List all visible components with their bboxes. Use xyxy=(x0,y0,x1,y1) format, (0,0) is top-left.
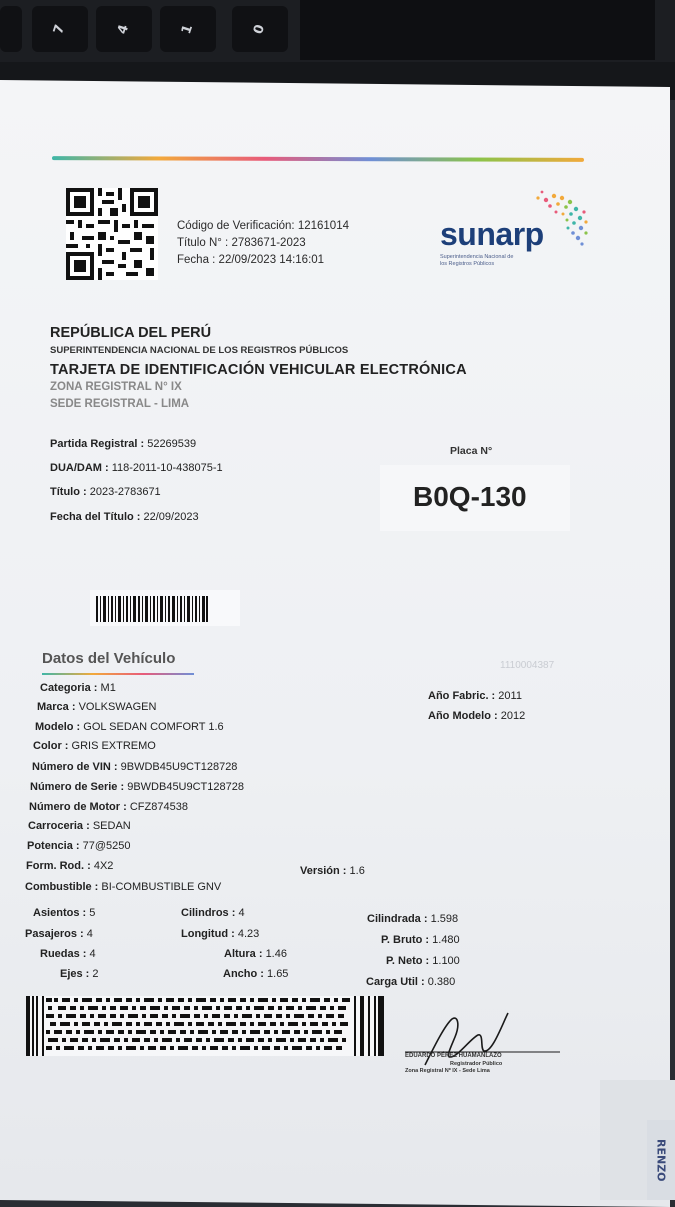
potencia-row xyxy=(27,840,131,852)
modelo-value: GOL SEDAN COMFORT 1.6 xyxy=(83,721,224,733)
ano-fabric-label: Año Fabric. : xyxy=(428,690,496,702)
carroceria-label: Carroceria : xyxy=(28,820,90,832)
titulo-value: 2023-2783671 xyxy=(89,486,161,498)
color-row xyxy=(33,740,156,752)
serie-row xyxy=(30,781,244,793)
ano-modelo-label: Año Modelo : xyxy=(428,710,498,722)
peso-bruto-row xyxy=(381,934,460,946)
pasajeros-value: 4 xyxy=(86,928,93,940)
asientos-value: 5 xyxy=(89,907,96,919)
carroceria-row xyxy=(28,820,131,832)
peso-bruto-label: P. Bruto : xyxy=(381,934,430,946)
ruedas-label: Ruedas : xyxy=(40,948,87,960)
ancho-label: Ancho : xyxy=(223,968,264,980)
version-label: Versión : xyxy=(300,865,347,877)
verification-block xyxy=(177,218,349,269)
peso-neto-row xyxy=(386,955,460,967)
vin-row xyxy=(32,761,237,773)
cilindros-label: Cilindros : xyxy=(181,907,236,919)
cilindros-value: 4 xyxy=(238,907,245,919)
modelo-row xyxy=(35,721,224,733)
potencia-value: 77@5250 xyxy=(82,840,131,852)
ano-modelo-row xyxy=(428,710,525,722)
fecha-titulo-row xyxy=(50,511,199,523)
altura-label: Altura : xyxy=(224,948,263,960)
ano-modelo-value: 2012 xyxy=(500,710,526,722)
pdf417-barcode-icon xyxy=(26,996,384,1056)
ejes-row xyxy=(60,968,99,980)
republica-heading: REPÚBLICA DEL PERÚ xyxy=(50,325,212,341)
peso-neto-value: 1.100 xyxy=(432,955,460,967)
faint-document-id: 1110004387 xyxy=(500,660,555,671)
version-value: 1.6 xyxy=(349,865,365,877)
pasajeros-row xyxy=(25,928,93,940)
altura-row xyxy=(224,948,287,960)
ruedas-value: 4 xyxy=(89,948,96,960)
vin-label: Número de VIN : xyxy=(32,761,118,773)
edge-badge: RENZO xyxy=(647,1120,675,1200)
partida-registral-row xyxy=(50,438,196,450)
dua-dam-label: DUA/DAM : xyxy=(50,462,109,474)
titulo-row xyxy=(50,486,161,498)
fecha-titulo-value: 22/09/2023 xyxy=(143,511,199,523)
combustible-row xyxy=(25,881,221,893)
ejes-label: Ejes : xyxy=(60,968,90,980)
marca-value: VOLKSWAGEN xyxy=(78,701,157,713)
fecha-titulo-label: Fecha del Título : xyxy=(50,511,141,523)
sunarp-logo-text: sunarp xyxy=(440,216,544,252)
dua-dam-row xyxy=(50,462,223,474)
version-row xyxy=(300,865,365,877)
carga-util-row xyxy=(366,976,455,988)
longitud-value: 4.23 xyxy=(237,928,260,940)
categoria-row xyxy=(40,682,116,694)
pasajeros-label: Pasajeros : xyxy=(25,928,84,940)
qr-code-icon xyxy=(66,188,158,280)
carga-util-value: 0.380 xyxy=(427,976,456,988)
sunarp-logo-subtitle: Superintendencia Nacional de los Registros Públicos xyxy=(440,254,514,267)
modelo-label: Modelo : xyxy=(35,721,81,733)
verification-date: Fecha : 22/09/2023 14:16:01 xyxy=(177,254,325,266)
serie-value: 9BWDB45U9CT128728 xyxy=(127,781,244,793)
carga-util-label: Carga Util : xyxy=(366,976,425,988)
altura-value: 1.46 xyxy=(265,948,287,960)
formrod-value: 4X2 xyxy=(93,860,114,872)
superintendencia-heading: SUPERINTENDENCIA NACIONAL DE LOS REGISTROS PÚBLICOS xyxy=(50,345,349,356)
signer-role: Registrador Público xyxy=(450,1061,503,1067)
ano-fabric-row xyxy=(428,690,522,702)
motor-label: Número de Motor : xyxy=(29,801,127,813)
key-4: 4 xyxy=(96,6,152,52)
motor-value: CFZ874538 xyxy=(129,801,188,813)
sede-registral: SEDE REGISTRAL - LIMA xyxy=(50,398,190,410)
key-1: 1 xyxy=(160,6,216,52)
motor-row xyxy=(29,801,188,813)
dua-dam-value: 118-2011-10-438075-1 xyxy=(111,462,223,474)
cilindrada-row xyxy=(367,913,458,925)
peso-neto-label: P. Neto : xyxy=(386,955,430,967)
asientos-label: Asientos : xyxy=(33,907,87,919)
potencia-label: Potencia : xyxy=(27,840,80,852)
small-barcode-icon xyxy=(96,596,208,622)
cilindrada-label: Cilindrada : xyxy=(367,913,428,925)
key-7: 7 xyxy=(32,6,88,52)
key-0: 0 xyxy=(232,6,288,52)
cilindrada-value: 1.598 xyxy=(430,913,459,925)
color-value: GRIS EXTREMO xyxy=(71,740,156,752)
vehicle-data-title: Datos del Vehículo xyxy=(42,650,176,667)
peso-bruto-value: 1.480 xyxy=(432,934,460,946)
longitud-label: Longitud : xyxy=(181,928,235,940)
color-label: Color : xyxy=(33,740,69,752)
keyboard-strip xyxy=(300,0,655,60)
placa-label: Placa N° xyxy=(450,445,493,457)
placa-value: B0Q-130 xyxy=(413,481,527,512)
serie-label: Número de Serie : xyxy=(30,781,125,793)
marca-label: Marca : xyxy=(37,701,76,713)
marca-row xyxy=(37,701,156,713)
combustible-value: BI-COMBUSTIBLE GNV xyxy=(101,881,222,893)
ancho-row xyxy=(223,968,288,980)
categoria-label: Categoria : xyxy=(40,682,98,694)
signer-name: EDUARDO PÉREZ HUAMANLAZO xyxy=(405,1053,502,1059)
signer-zone: Zona Registral Nº IX - Sede Lima xyxy=(405,1068,490,1074)
asientos-row xyxy=(33,907,95,919)
formrod-label: Form. Rod. : xyxy=(26,860,91,872)
cilindros-row xyxy=(181,907,245,919)
verification-code: Código de Verificación: 12161014 xyxy=(177,220,349,232)
carroceria-value: SEDAN xyxy=(92,820,131,832)
key-windows xyxy=(0,6,22,52)
categoria-value: M1 xyxy=(100,682,116,694)
ancho-value: 1.65 xyxy=(267,968,289,980)
ano-fabric-value: 2011 xyxy=(498,690,522,702)
titulo-label: Título : xyxy=(50,486,87,498)
ejes-value: 2 xyxy=(92,968,99,980)
document-title: TARJETA DE IDENTIFICACIÓN VEHICULAR ELECTRÓNICA xyxy=(50,362,467,378)
vin-value: 9BWDB45U9CT128728 xyxy=(120,761,238,773)
verification-title-number: Título N° : 2783671-2023 xyxy=(177,237,306,249)
longitud-row xyxy=(181,928,259,940)
partida-registral-label: Partida Registral : xyxy=(50,438,145,450)
ruedas-row xyxy=(40,948,96,960)
vehicle-data-underline xyxy=(42,673,194,675)
formrod-row xyxy=(26,860,113,872)
zona-registral: ZONA REGISTRAL N° IX xyxy=(50,381,182,393)
partida-registral-value: 52269539 xyxy=(147,438,197,450)
combustible-label: Combustible : xyxy=(25,881,99,893)
